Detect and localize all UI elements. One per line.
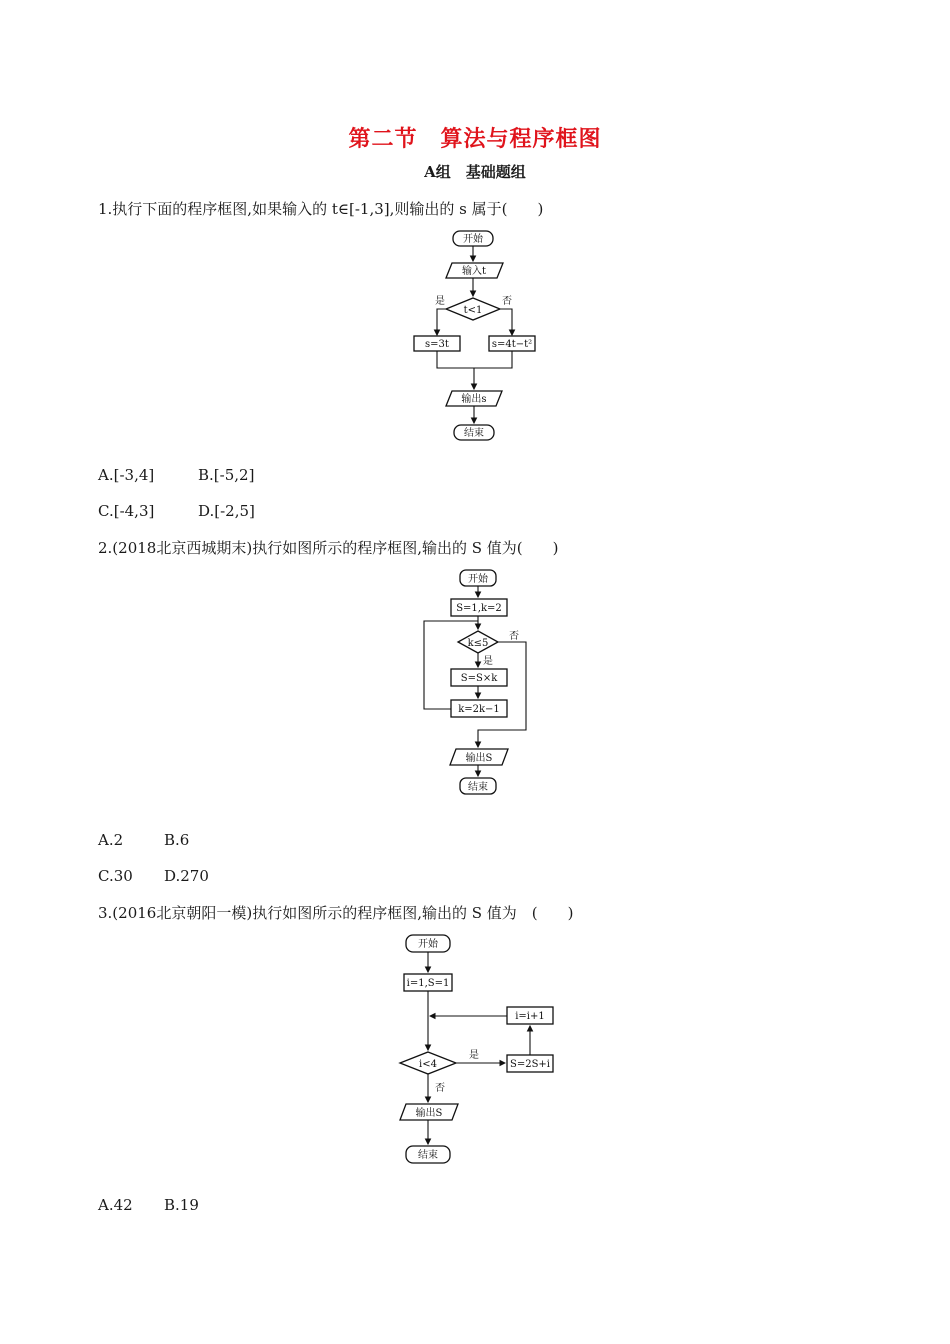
fc1-input-label: 输入t bbox=[461, 266, 487, 277]
fc1-start-label: 开始 bbox=[463, 234, 483, 245]
q1-option-c: C.[-4,3] bbox=[98, 502, 155, 520]
q1-option-d: D.[-2,5] bbox=[198, 502, 255, 520]
fc3-condition-label: i<4 bbox=[419, 1059, 437, 1070]
q2-option-d: D.270 bbox=[164, 867, 209, 885]
q2-option-a: A.2 bbox=[98, 831, 124, 849]
fc3-yes-label: 是 bbox=[469, 1050, 479, 1061]
fc3-body-label: S=2S+i bbox=[509, 1059, 551, 1070]
fc2-output-label: 输出S bbox=[465, 753, 493, 764]
fc2-no-label: 否 bbox=[509, 631, 519, 642]
fc1-no-label: 否 bbox=[502, 296, 512, 307]
fc2-update-label: k=2k−1 bbox=[458, 704, 500, 715]
q1-option-b: B.[-5,2] bbox=[198, 466, 255, 484]
q1-option-a: A.[-3,4] bbox=[98, 466, 155, 484]
question-3-text: 3.(2016北京朝阳一模)执行如图所示的程序框图,输出的 S 值为 ( ) bbox=[98, 904, 574, 922]
fc3-end-label: 结束 bbox=[418, 1150, 438, 1161]
fc1-yes-process-label: s=3t bbox=[425, 339, 449, 350]
fc2-yes-label: 是 bbox=[483, 656, 493, 667]
fc2-init-label: S=1,k=2 bbox=[456, 603, 502, 614]
fc3-init-label: i=1,S=1 bbox=[406, 978, 450, 989]
fc2-body-label: S=S×k bbox=[460, 673, 498, 684]
fc1-yes-label: 是 bbox=[435, 296, 445, 307]
fc3-increment-label: i=i+1 bbox=[515, 1011, 545, 1022]
fc1-output-label: 输出s bbox=[461, 394, 487, 405]
q2-option-c: C.30 bbox=[98, 867, 133, 885]
q3-option-b: B.19 bbox=[164, 1196, 199, 1214]
fc1-condition-label: t<1 bbox=[463, 305, 483, 316]
fc2-condition-label: k≤5 bbox=[467, 638, 489, 649]
fc3-no-label: 否 bbox=[435, 1083, 445, 1094]
fc1-no-process-label: s=4t−t² bbox=[491, 339, 533, 350]
question-2-text: 2.(2018北京西城期末)执行如图所示的程序框图,输出的 S 值为( ) bbox=[98, 539, 559, 557]
section-title: 第二节 算法与程序框图 bbox=[348, 126, 602, 152]
fc3-start-label: 开始 bbox=[418, 939, 438, 950]
fc1-end-label: 结束 bbox=[464, 428, 484, 439]
flowchart-2 bbox=[410, 565, 550, 805]
fc2-end-label: 结束 bbox=[468, 782, 488, 793]
q3-option-a: A.42 bbox=[98, 1196, 133, 1214]
flowchart-1 bbox=[400, 225, 560, 447]
question-1-text: 1.执行下面的程序框图,如果输入的 t∈[-1,3],则输出的 s 属于( ) bbox=[98, 200, 544, 218]
fc3-output-label: 输出S bbox=[415, 1108, 443, 1119]
q2-option-b: B.6 bbox=[164, 831, 190, 849]
fc2-start-label: 开始 bbox=[468, 574, 488, 585]
flowchart-3 bbox=[390, 930, 570, 1170]
group-heading: A组 基础题组 bbox=[424, 163, 526, 181]
